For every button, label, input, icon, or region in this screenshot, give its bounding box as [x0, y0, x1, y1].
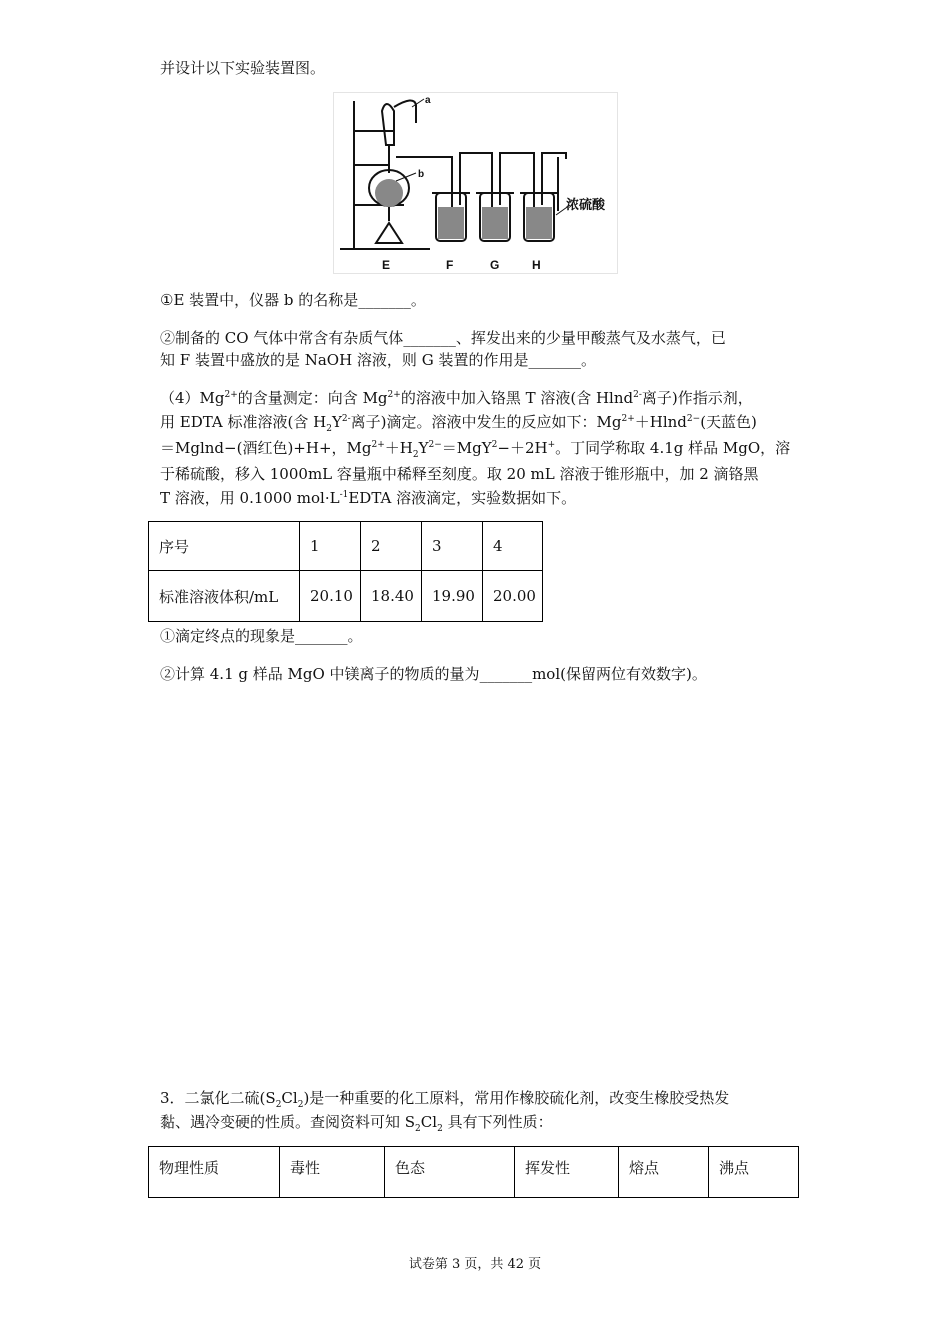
part4-line5: T 溶液，用 0.1000 $mol\cdot L^{-1}EDTA$ 溶液滴定，实验数据如下。 [160, 489, 577, 507]
table-cell: 沸点 [709, 1147, 799, 1198]
intro-text: 并设计以下实验装置图。 [160, 59, 326, 77]
table-cell: 挥发性 [515, 1147, 619, 1198]
part4-line3: ＝Mglnd−(酒红色)+H+，$Mg^{2+}+H_2Y^{2-}=MgY^2-+2H^+$。丁同学称取 4.1g 样品 MgO，溶 [160, 439, 791, 460]
q3-line1: 3．二氯化二硫$(S_2Cl_2)$是一种重要的化工原料，常用作橡胶硫化剂，改变生橡胶受热发 [160, 1089, 730, 1110]
part4-line4: 于稀硫酸，移入 1000mL 容量瓶中稀释至刻度。取 20 mL 溶液于锥形瓶中，加 2 滴铬黑 [160, 465, 759, 483]
table-cell: 20.00 [483, 571, 543, 622]
part4-line2: 用 EDTA 标准溶液(含 $H_2Y^{2-}$离子)滴定。溶液中发生的反应如下：$Mg^{2+}+Hlnd^{2-}$(天蓝色) [160, 413, 757, 434]
acid-label: 浓硫酸 [566, 197, 606, 212]
table-cell: 3 [422, 522, 483, 571]
label-h: H [532, 258, 541, 272]
question-impurity-l2: 知 F 装置中盛放的是 NaOH 溶液，则 G 装置的作用是_______。 [160, 351, 596, 369]
question-endpoint: ①滴定终点的现象是_______。 [160, 627, 363, 645]
label-a: a [425, 95, 431, 106]
table-row [149, 1147, 799, 1198]
table-row [149, 522, 543, 571]
question-moles: ②计算 4.1 g 样品 MgO 中镁离子的物质的量为_______mol(保留两位有效数字)。 [160, 665, 707, 683]
table-cell: 20.10 [300, 571, 361, 622]
question-b-name: ①E 装置中，仪器 b 的名称是_______。 [160, 291, 426, 309]
page-footer: 试卷第 3 页，共 42 页 [408, 1257, 542, 1272]
label-g: G [490, 258, 500, 272]
answer-blank[interactable]: _______ [358, 291, 411, 309]
table-cell: 2 [361, 522, 422, 571]
table-cell: 毒性 [280, 1147, 385, 1198]
label-f: F [446, 258, 454, 272]
table-cell: 色态 [385, 1147, 515, 1198]
apparatus-diagram [334, 93, 617, 273]
properties-table [148, 1146, 799, 1198]
apparatus-figure [333, 92, 618, 274]
label-b: b [418, 169, 425, 180]
answer-blank[interactable]: _______ [295, 627, 348, 645]
table-row [149, 571, 543, 622]
table-cell: 序号 [149, 522, 300, 571]
question-impurity-l1: ②制备的 CO 气体中常含有杂质气体_______、挥发出来的少量甲酸蒸气及水蒸气，已 [160, 329, 726, 347]
answer-blank[interactable]: _______ [403, 329, 456, 347]
table-cell: 标准溶液体积/mL [149, 571, 300, 622]
table-cell: 1 [300, 522, 361, 571]
table-cell: 物理性质 [149, 1147, 280, 1198]
table-cell: 熔点 [619, 1147, 709, 1198]
answer-blank[interactable]: _______ [528, 351, 581, 369]
part4-line1: $(4)Mg^{2+}$的含量测定：向含 $Mg^{2+}$的溶液中加入铬黑 T 溶液(含 Hlnd$^{2-}$离子)作指示剂， [160, 389, 753, 407]
titration-table [148, 521, 543, 622]
table-cell: 19.90 [422, 571, 483, 622]
label-e: E [382, 258, 391, 272]
q3-line2: 黏、遇冷变硬的性质。查阅资料可知 $S_2Cl_2$ 具有下列性质： [160, 1113, 553, 1134]
table-cell: 4 [483, 522, 543, 571]
answer-blank[interactable]: _______ [479, 665, 533, 683]
table-cell: 18.40 [361, 571, 422, 622]
